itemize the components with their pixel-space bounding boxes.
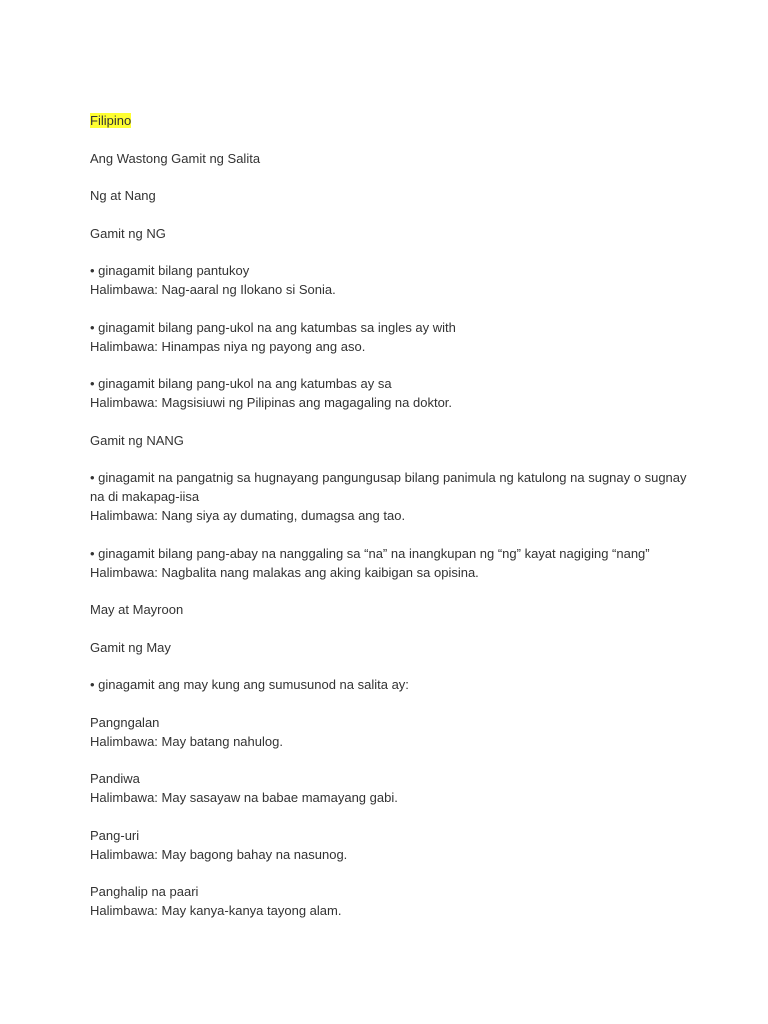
nang-item-1-example: Halimbawa: Nang siya ay dumating, dumagsa ang tao. bbox=[90, 508, 406, 523]
nang-item-1 bbox=[90, 468, 690, 525]
may-item-pangngalan bbox=[90, 713, 690, 751]
document-body bbox=[90, 111, 690, 939]
subheading-gamit-ng: Gamit ng NG bbox=[90, 225, 166, 241]
nang-item-2 bbox=[90, 544, 690, 582]
may-item-pandiwa bbox=[90, 769, 690, 807]
ng-item-1 bbox=[90, 261, 690, 299]
ng-item-2-example: Halimbawa: Hinampas niya ng payong ang aso. bbox=[90, 338, 366, 354]
ng-item-1-example: Halimbawa: Nag-aaral ng Ilokano si Sonia. bbox=[90, 282, 336, 297]
may-item-3-example: Halimbawa: May bagong bahay na nasunog. bbox=[90, 846, 348, 862]
document-title: Ang Wastong Gamit ng Salita bbox=[90, 150, 261, 166]
may-item-1-term: Pangngalan bbox=[90, 714, 160, 730]
may-item-pang-uri bbox=[90, 826, 690, 864]
may-item-2-term: Pandiwa bbox=[90, 771, 140, 786]
subheading-gamit-may: Gamit ng May bbox=[90, 639, 171, 655]
may-item-1-example: Halimbawa: May batang nahulog. bbox=[90, 733, 283, 749]
ng-item-3-rule: • ginagamit bilang pang-ukol na ang katumbas ay sa bbox=[90, 376, 392, 391]
nang-item-2-rule: • ginagamit bilang pang-abay na nanggaling sa “na” na inangkupan ng “ng” kayat nagiging “nang” bbox=[90, 545, 650, 561]
ng-item-3 bbox=[90, 374, 690, 412]
may-item-4-term: Panghalip na paari bbox=[90, 884, 199, 899]
may-item-4-example: Halimbawa: May kanya-kanya tayong alam. bbox=[90, 903, 342, 918]
section-heading-may-mayroon: May at Mayroon bbox=[90, 602, 184, 617]
subheading-gamit-nang: Gamit ng NANG bbox=[90, 432, 184, 448]
ng-item-2-rule: • ginagamit bilang pang-ukol na ang katumbas sa ingles ay with bbox=[90, 319, 456, 335]
may-item-3-term: Pang-uri bbox=[90, 827, 140, 843]
subject-highlight: Filipino bbox=[90, 113, 132, 128]
nang-item-2-example: Halimbawa: Nagbalita nang malakas ang aking kaibigan sa opisina. bbox=[90, 564, 479, 580]
ng-item-3-example: Halimbawa: Magsisiuwi ng Pilipinas ang magagaling na doktor. bbox=[90, 395, 453, 410]
ng-item-1-rule: • ginagamit bilang pantukoy bbox=[90, 263, 250, 278]
section-heading-ng-nang: Ng at Nang bbox=[90, 188, 156, 203]
subject-paragraph bbox=[90, 111, 690, 130]
may-intro: • ginagamit ang may kung ang sumusunod na salita ay: bbox=[90, 677, 409, 692]
may-item-2-example: Halimbawa: May sasayaw na babae mamayang gabi. bbox=[90, 790, 398, 805]
ng-item-2 bbox=[90, 318, 690, 356]
nang-item-1-rule: • ginagamit na pangatnig sa hugnayang pangungusap bilang panimula ng katulong na sugnay o sugnay na di makapag-iisa bbox=[90, 470, 687, 504]
may-item-panghalip-na-paari bbox=[90, 882, 690, 920]
